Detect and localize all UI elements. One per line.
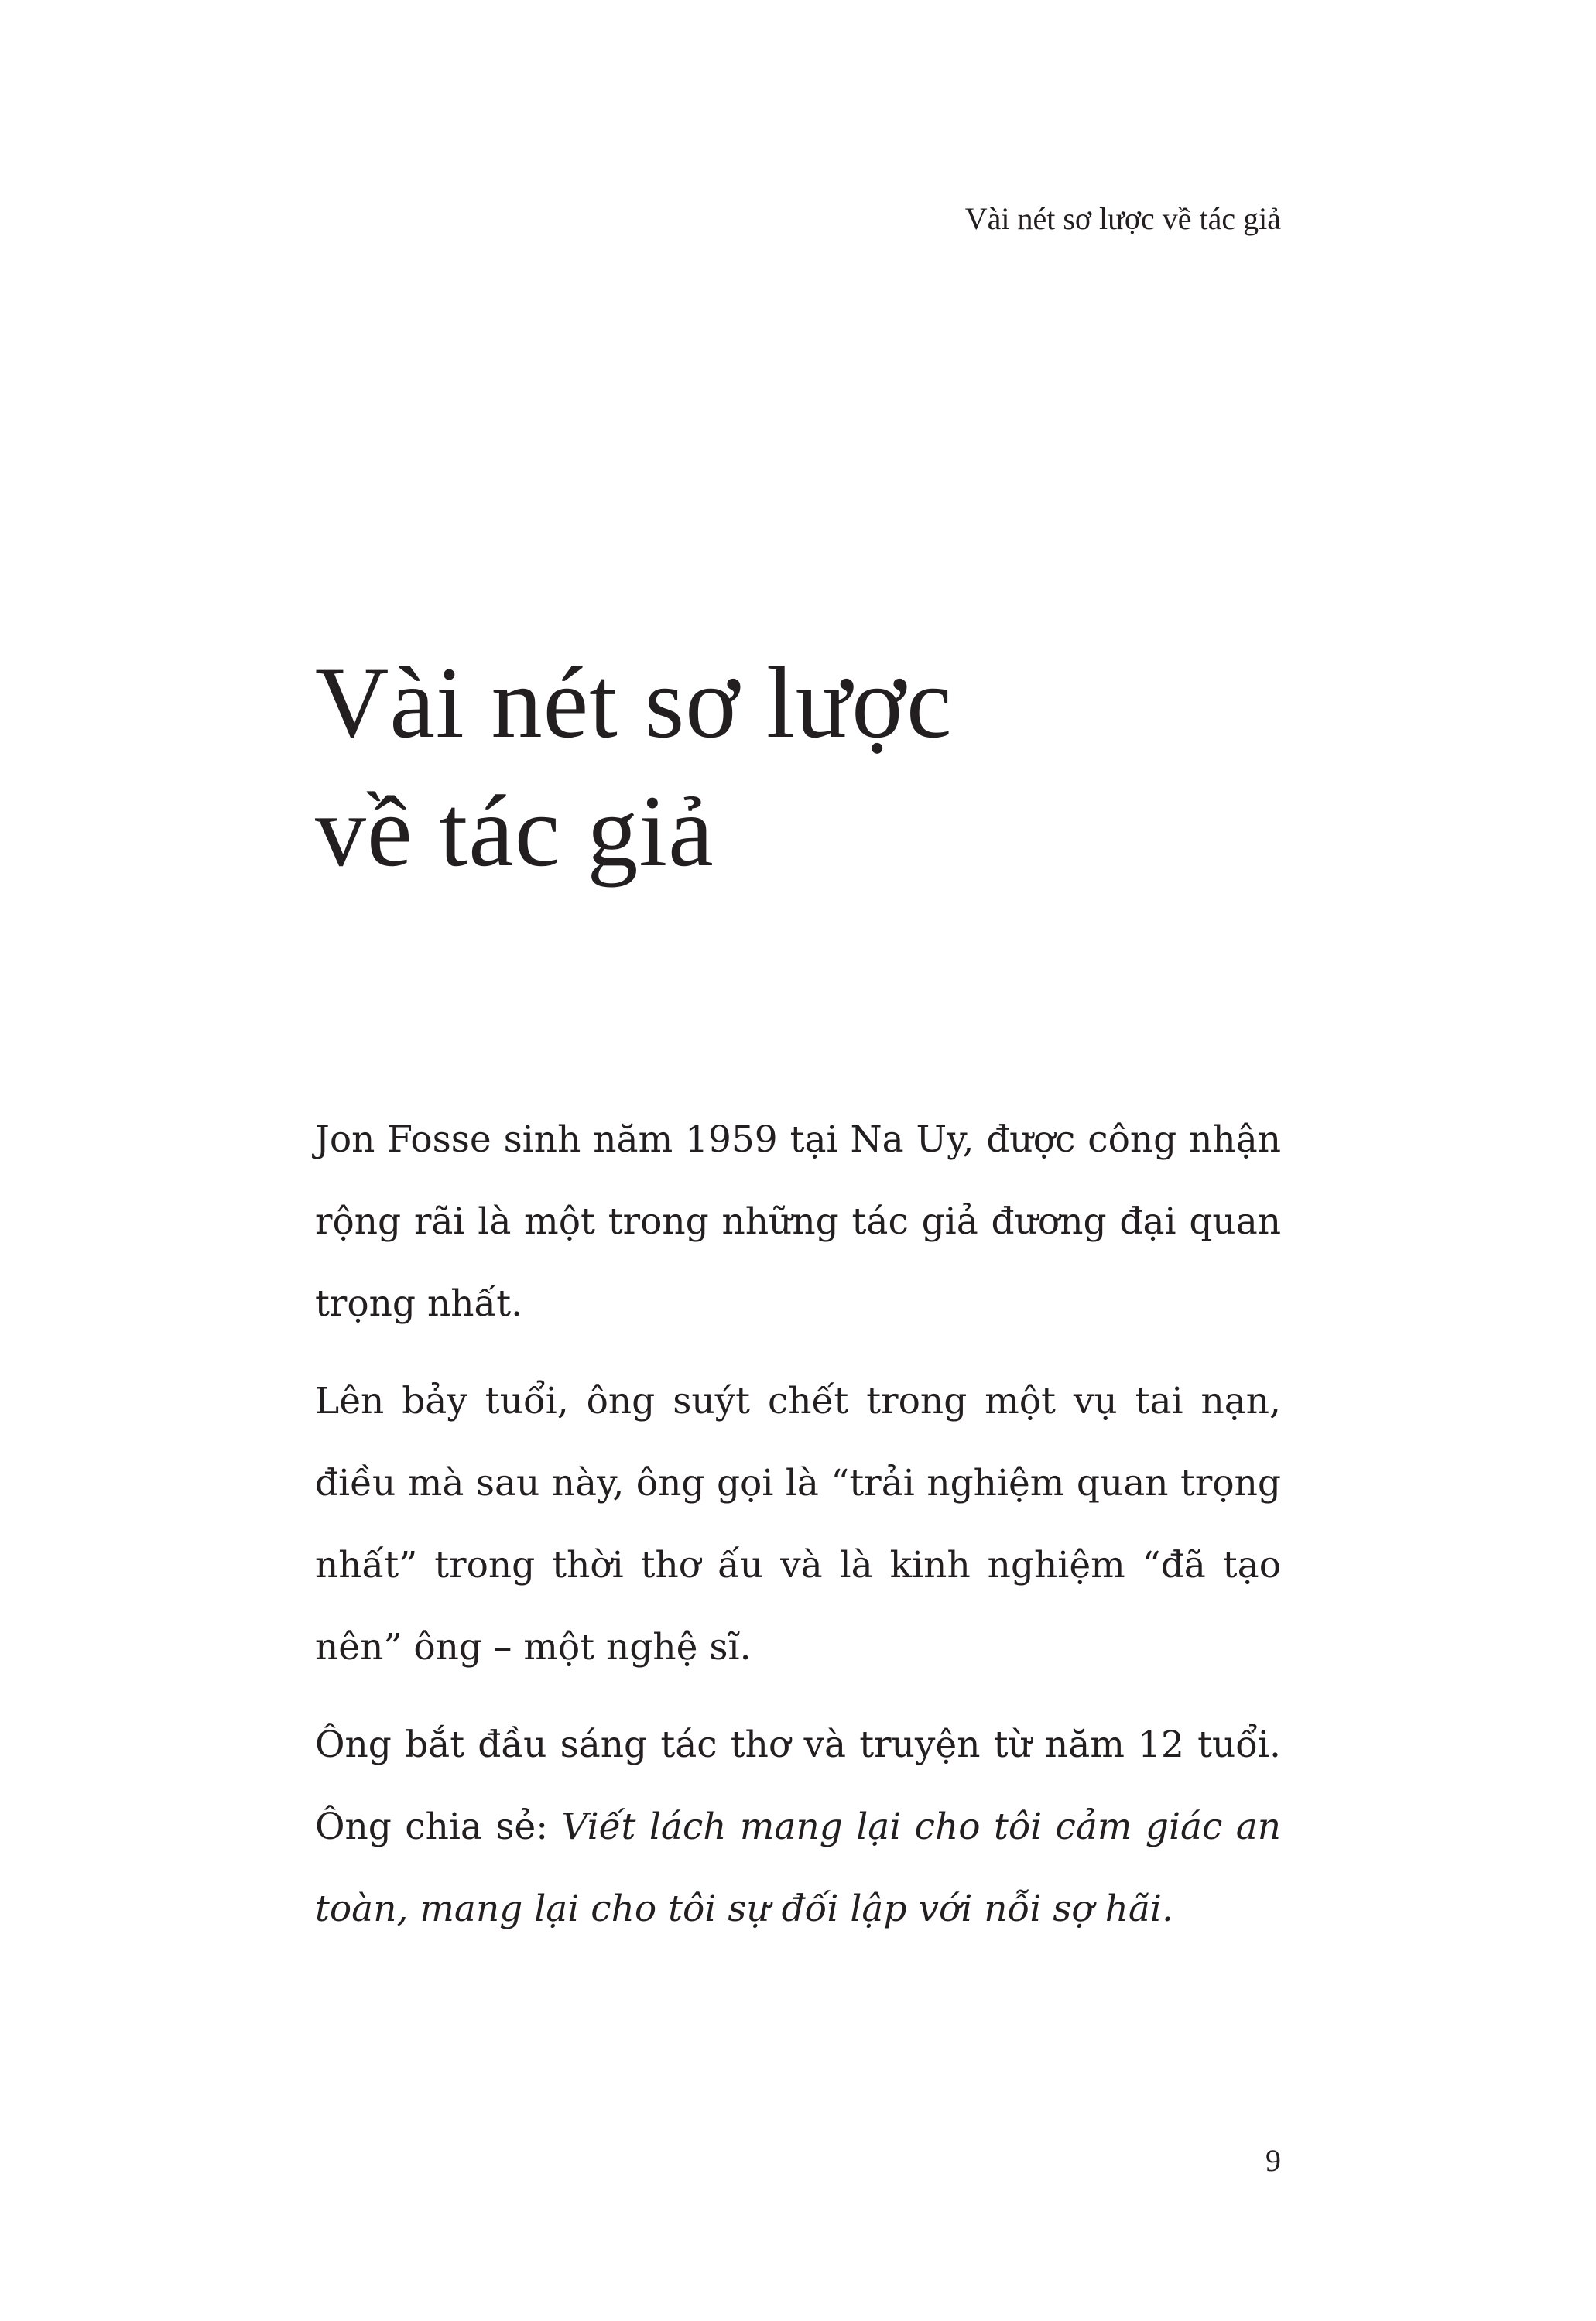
- paragraph-3-quote: Viết lách mang lại cho tôi cảm giác an toàn, mang lại cho tôi sự đối lập với nỗi sợ hãi.: [315, 1806, 1282, 1930]
- running-header: Vài nét sơ lược về tác giả: [964, 201, 1281, 236]
- paragraph-2: Lên bảy tuổi, ông suýt chết trong một vụ tai nạn, điều mà sau này, ông gọi là “trải nghiệm quan trọng nhất” trong thời thơ ấu và là kinh nghiệm “đã tạo nên” ông – một nghệ sĩ.: [315, 1380, 1281, 1669]
- paragraph-3: [315, 1704, 1281, 1950]
- chapter-title: [315, 638, 953, 895]
- paragraph-1: Jon Fosse sinh năm 1959 tại Na Uy, được công nhận rộng rãi là một trong những tác giả đương đại quan trọng nhất.: [315, 1118, 1281, 1325]
- paragraph-3-intro: Ông bắt đầu sáng tác thơ và truyện từ năm 12 tuổi. Ông chia sẻ:: [315, 1724, 1281, 1848]
- body-text: [315, 1099, 1281, 1966]
- page-number: 9: [1265, 2143, 1281, 2178]
- chapter-title-line-2: về tác giả: [315, 774, 714, 888]
- chapter-title-line-1: Vài nét sơ lược: [315, 645, 953, 759]
